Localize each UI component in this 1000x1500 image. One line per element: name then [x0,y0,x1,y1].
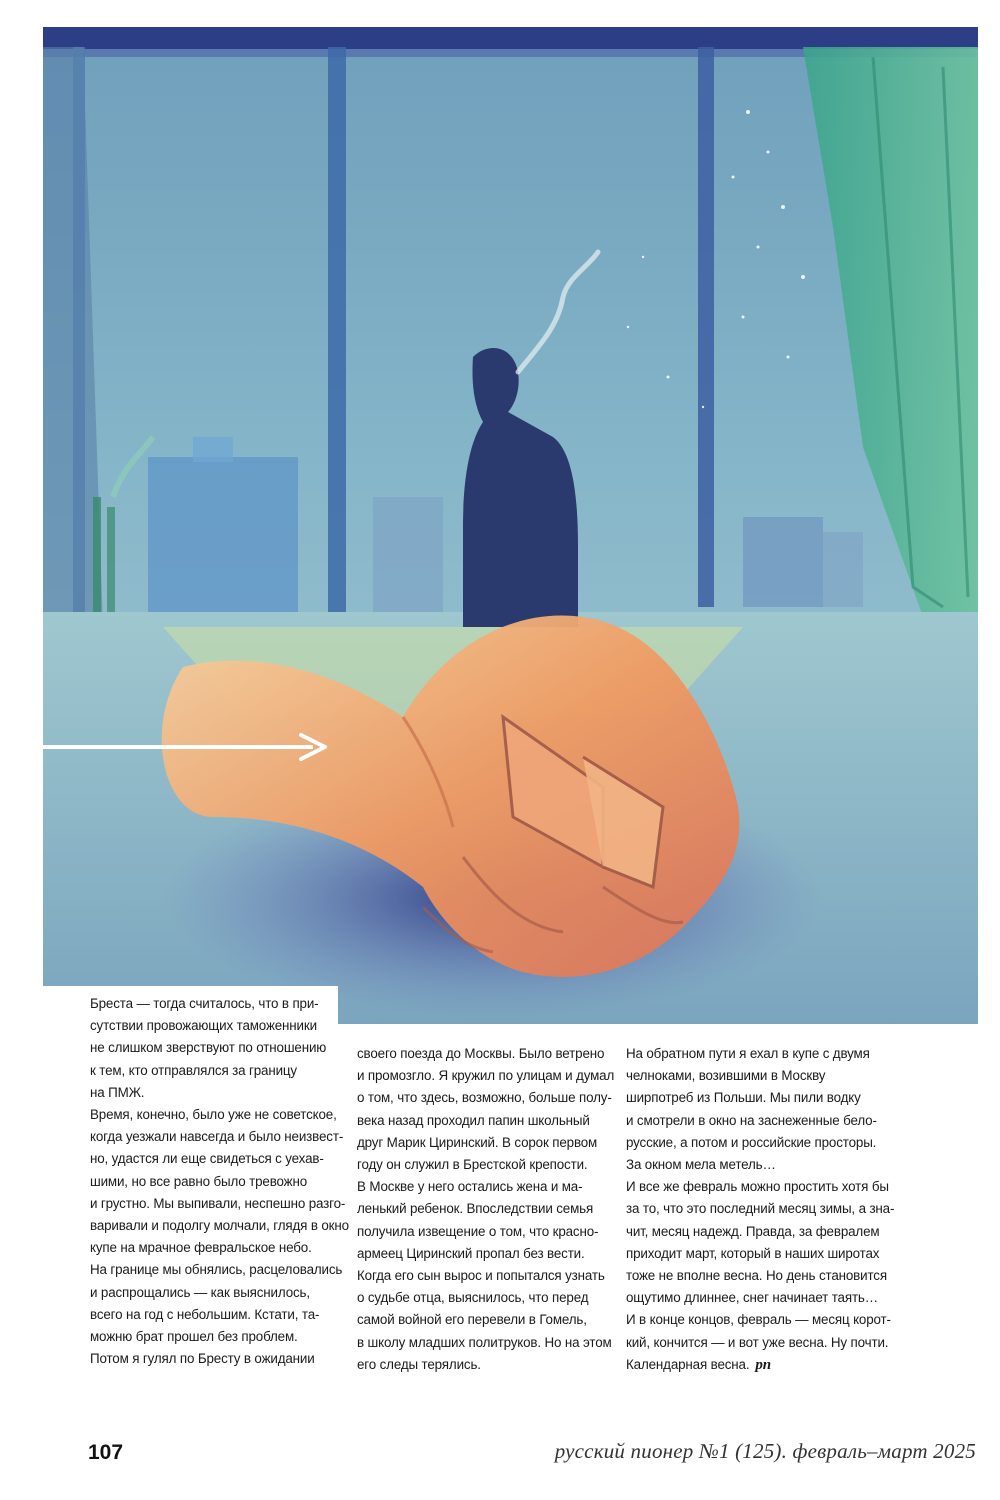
article-line: о том, что здесь, возможно, больше полу- [357,1090,612,1106]
article-line: чит, месяц надежд. Правда, за февралем [626,1223,880,1239]
illustration-drawing [43,27,978,1024]
article-line: за то, что это последний месяц зимы, а зна- [626,1201,895,1217]
article-line: Календарная весна. рп [626,1356,771,1373]
article-line: приходит март, который в наших широтах [626,1245,880,1261]
article-column-2 [357,1043,615,1376]
article-line: и распрощались — как выяснилось, [90,1284,310,1300]
article-line: И в конце концов, февраль — месяц корот- [626,1312,891,1328]
article-line: армеец Циринский пропал без вести. [357,1245,585,1261]
article-line: Потом я гулял по Бресту в ожидании [90,1351,315,1367]
article-line: самой войной его перевели в Гомель, [357,1312,587,1328]
article-line: и смотрели в окно на заснеженные бело- [626,1112,877,1128]
article-line: но, удастся ли еще свидеться с уехав- [90,1151,324,1167]
article-line: ощутимо длиннее, снег начинает таять… [626,1290,879,1306]
article-line: в школу младших политруков. Но на этом [357,1334,612,1350]
article-line: За окном мела метель… [626,1157,776,1173]
article-line: на ПМЖ. [90,1084,145,1100]
article-line: своего поезда до Москвы. Было ветрено [357,1046,605,1061]
article-line: тоже не вполне весна. Но день становится [626,1268,887,1284]
article-line: к тем, кто отправлялся за границу [90,1062,297,1078]
article-line: сутствии провожающих таможенники [90,1018,317,1034]
article-line: челноками, возившими в Москву [626,1068,826,1084]
article-line: ширпотреб из Польши. Мы пили водку [626,1090,861,1106]
article-line: шими, но все равно было тревожно [90,1173,308,1189]
article-line: В Москве у него остались жена и ма- [357,1179,583,1195]
article-column-1 [90,993,349,1370]
article-line: Бреста — тогда считалось, что в при- [90,996,319,1011]
article-line: ленький ребенок. Впоследствии семья [357,1201,594,1217]
article-line: Время, конечно, было уже не советское, [90,1107,337,1123]
article-line: получила извещение о том, что красно- [357,1223,599,1239]
article-line: можню брат прошел без проблем. [90,1329,298,1345]
article-line: когда уезжали навсегда и было неизвест- [90,1129,344,1145]
page-number: 107 [88,1441,124,1464]
article-line: всего на год с небольшим. Кстати, та- [90,1306,320,1322]
article-line: друг Марик Циринский. В сорок первом [357,1134,598,1150]
article-line: варивали и подолгу молчали, глядя в окно [90,1218,349,1234]
article-line: не слишком зверствуют по отношению [90,1040,327,1056]
article-line: и грустно. Мы выпивали, неспешно разго- [90,1195,346,1211]
article-line: Когда его сын вырос и попытался узнать [357,1268,605,1284]
article-line: На обратном пути я ехал в купе с двумя [626,1046,870,1061]
article-line: о судьбе отца, выяснилось, что перед [357,1290,589,1306]
article-line: русские, а потом и российские просторы. [626,1134,877,1150]
article-line: На границе мы обнялись, расцеловались [90,1262,343,1278]
article-line: И все же февраль можно простить хотя бы [626,1179,889,1195]
article-line: его следы терялись. [357,1356,481,1372]
article-line: и промозгло. Я кружил по улицам и думал [357,1068,615,1084]
article-line: купе на мрачное февральское небо. [90,1240,312,1256]
article-line: кий, кончится — и вот уже весна. Ну почти. [626,1334,889,1350]
end-mark-logo: рп [755,1356,771,1373]
article-line: году он служил в Брестской крепости. [357,1157,588,1173]
article-line: века назад проходил папин школьный [357,1112,590,1128]
article-column-3 [626,1043,895,1376]
magazine-issue-title: русский пионер №1 (125). февраль–март 2025 [554,1439,976,1463]
illustration-hand-window [43,27,978,1024]
